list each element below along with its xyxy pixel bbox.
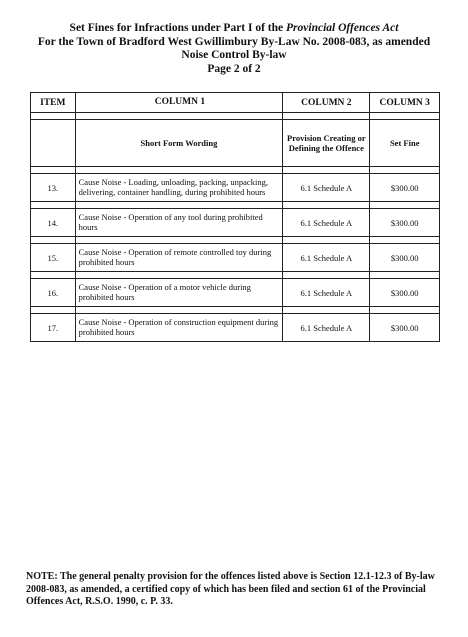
row-spacer: [31, 202, 440, 209]
header-title-act: Provincial Offences Act: [286, 22, 399, 34]
cell-item: 17.: [31, 314, 76, 342]
cell-fine: $300.00: [370, 244, 440, 272]
cell-item: 15.: [31, 244, 76, 272]
row-spacer: [31, 307, 440, 314]
table-row: [31, 244, 440, 272]
row-spacer: [31, 237, 440, 244]
header-page-number: Page 2 of 2: [207, 62, 261, 75]
cell-provision: 6.1 Schedule A: [283, 174, 370, 202]
cell-wording: Cause Noise - Operation of any tool during prohibited hours: [75, 209, 283, 237]
subheader-set-fine: Set Fine: [370, 120, 440, 167]
cell-wording: Cause Noise - Operation of construction equipment during prohibited hours: [75, 314, 283, 342]
header-title-prefix: Set Fines for Infractions under Part I of the: [69, 22, 287, 34]
cell-provision: 6.1 Schedule A: [283, 314, 370, 342]
header-spacer: [31, 113, 440, 120]
header-title: [0, 22, 468, 36]
cell-provision: 6.1 Schedule A: [283, 209, 370, 237]
subheader-short-form-wording: Short Form Wording: [75, 120, 283, 167]
cell-item: 16.: [31, 279, 76, 307]
cell-item: 14.: [31, 209, 76, 237]
cell-item: 13.: [31, 174, 76, 202]
column-header-item: ITEM: [31, 93, 76, 113]
cell-provision: 6.1 Schedule A: [283, 279, 370, 307]
row-spacer: [31, 272, 440, 279]
subheader-item: [31, 120, 76, 167]
column-header-1: COLUMN 1: [75, 93, 283, 113]
column-header-3: COLUMN 3: [370, 93, 440, 113]
column-header-row: [31, 93, 440, 113]
fines-table-container: [30, 92, 440, 342]
column-header-2: COLUMN 2: [283, 93, 370, 113]
table-row: [31, 314, 440, 342]
header-bylaw-line: For the Town of Bradford West Gwillimbury By-Law No. 2008-083, as amended: [37, 35, 431, 48]
cell-provision: 6.1 Schedule A: [283, 244, 370, 272]
subheader-provision: Provision Creating or Defining the Offence: [283, 120, 370, 167]
header-bylaw-name: Noise Control By-law: [181, 49, 287, 61]
cell-fine: $300.00: [370, 314, 440, 342]
cell-wording: Cause Noise - Operation of remote controlled toy during prohibited hours: [75, 244, 283, 272]
table-row: [31, 279, 440, 307]
subheader-row: [31, 120, 440, 167]
penalty-note: NOTE: The general penalty provision for the offences listed above is Section 12.1-12.3 of By-law 2008-083, as amended, a certified copy of which has been filed and section 61 of the Provincial Offences Act, R.S.O. 1990, c. P. 33.: [26, 571, 435, 607]
body-spacer: [31, 167, 440, 174]
document-header: [0, 22, 468, 76]
cell-fine: $300.00: [370, 209, 440, 237]
cell-wording: Cause Noise - Operation of a motor vehicle during prohibited hours: [75, 279, 283, 307]
cell-fine: $300.00: [370, 279, 440, 307]
cell-fine: $300.00: [370, 174, 440, 202]
table-row: [31, 174, 440, 202]
cell-wording: Cause Noise - Loading, unloading, packing, unpacking, delivering, container handling, during prohibited hours: [75, 174, 283, 202]
fines-table: [30, 92, 440, 342]
table-row: [31, 209, 440, 237]
